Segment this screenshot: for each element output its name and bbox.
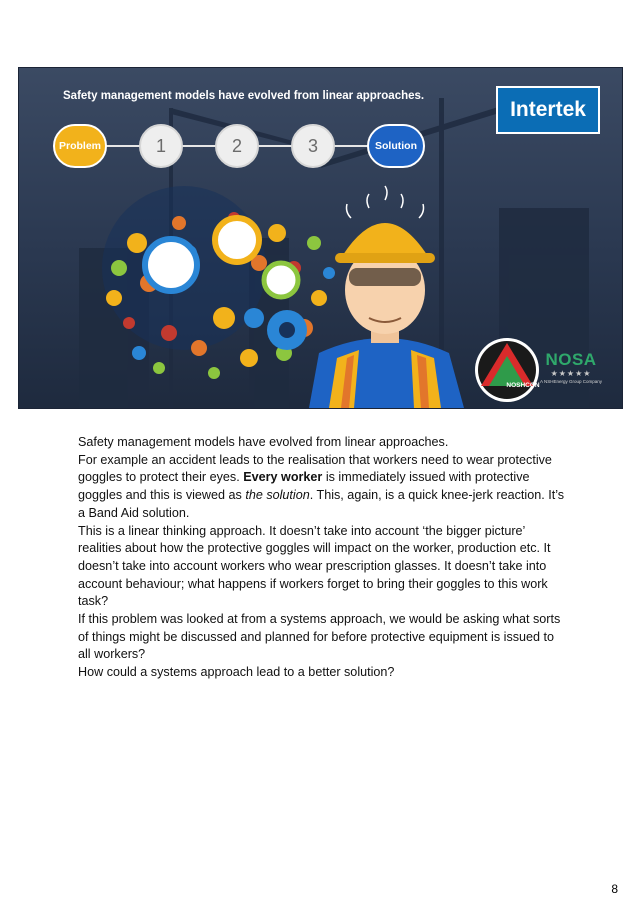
nosa-subtitle: A NSHEnergy Group Company	[539, 379, 603, 384]
step-3: 3	[291, 124, 335, 168]
nosa-logo	[536, 350, 606, 394]
process-steps	[53, 124, 443, 168]
notes-p2-a: For example an accident leads to the realisation that workers need to wear protective goggles to protect their eyes.	[78, 452, 552, 485]
step-problem: Problem	[53, 124, 107, 168]
notes-paragraph-3: This is a linear thinking approach. It doesn’t take into account ‘the bigger picture’ realities about how the protective goggles will impact on the worker, production etc. It doesn’t take into account workers who wear prescription glasses. It doesn’t take into account behaviour; what happens if workers forget to bring their goggles to this work task?	[78, 523, 551, 609]
noshcon-label: NOSHCON	[506, 382, 540, 389]
notes-text	[78, 434, 568, 682]
page-number: 8	[611, 882, 618, 896]
noshcon-badge	[475, 338, 539, 402]
notes-paragraph-4: If this problem was looked at from a systems approach, we would be asking what sorts of things might be discussed and planned for before protective equipment is issued to all workers?	[78, 612, 561, 662]
slide-title: Safety management models have evolved from linear approaches.	[63, 90, 425, 102]
notes-line-1: Safety management models have evolved from linear approaches.	[78, 435, 449, 449]
notes-p2-italic: the solution	[245, 488, 310, 503]
notes-p2-bold: Every worker	[243, 470, 323, 485]
step-solution: Solution	[367, 124, 425, 168]
slide-image	[18, 67, 623, 409]
notes-paragraph-5: How could a systems approach lead to a better solution?	[78, 665, 395, 680]
step-2: 2	[215, 124, 259, 168]
notes-p2-b: is immediately issued with protective goggles and this is viewed as	[78, 470, 530, 503]
notes-paragraph-2	[78, 452, 568, 523]
gears-cluster	[102, 186, 335, 379]
notes-p2-c: . This, again, is a quick knee-jerk reaction. It’s a Band Aid solution.	[78, 488, 565, 520]
nosa-stars-icon: ★★★★★	[550, 369, 592, 378]
intertek-logo: Intertek	[496, 86, 600, 134]
nosa-word: NOSA	[545, 350, 597, 369]
step-1: 1	[139, 124, 183, 168]
